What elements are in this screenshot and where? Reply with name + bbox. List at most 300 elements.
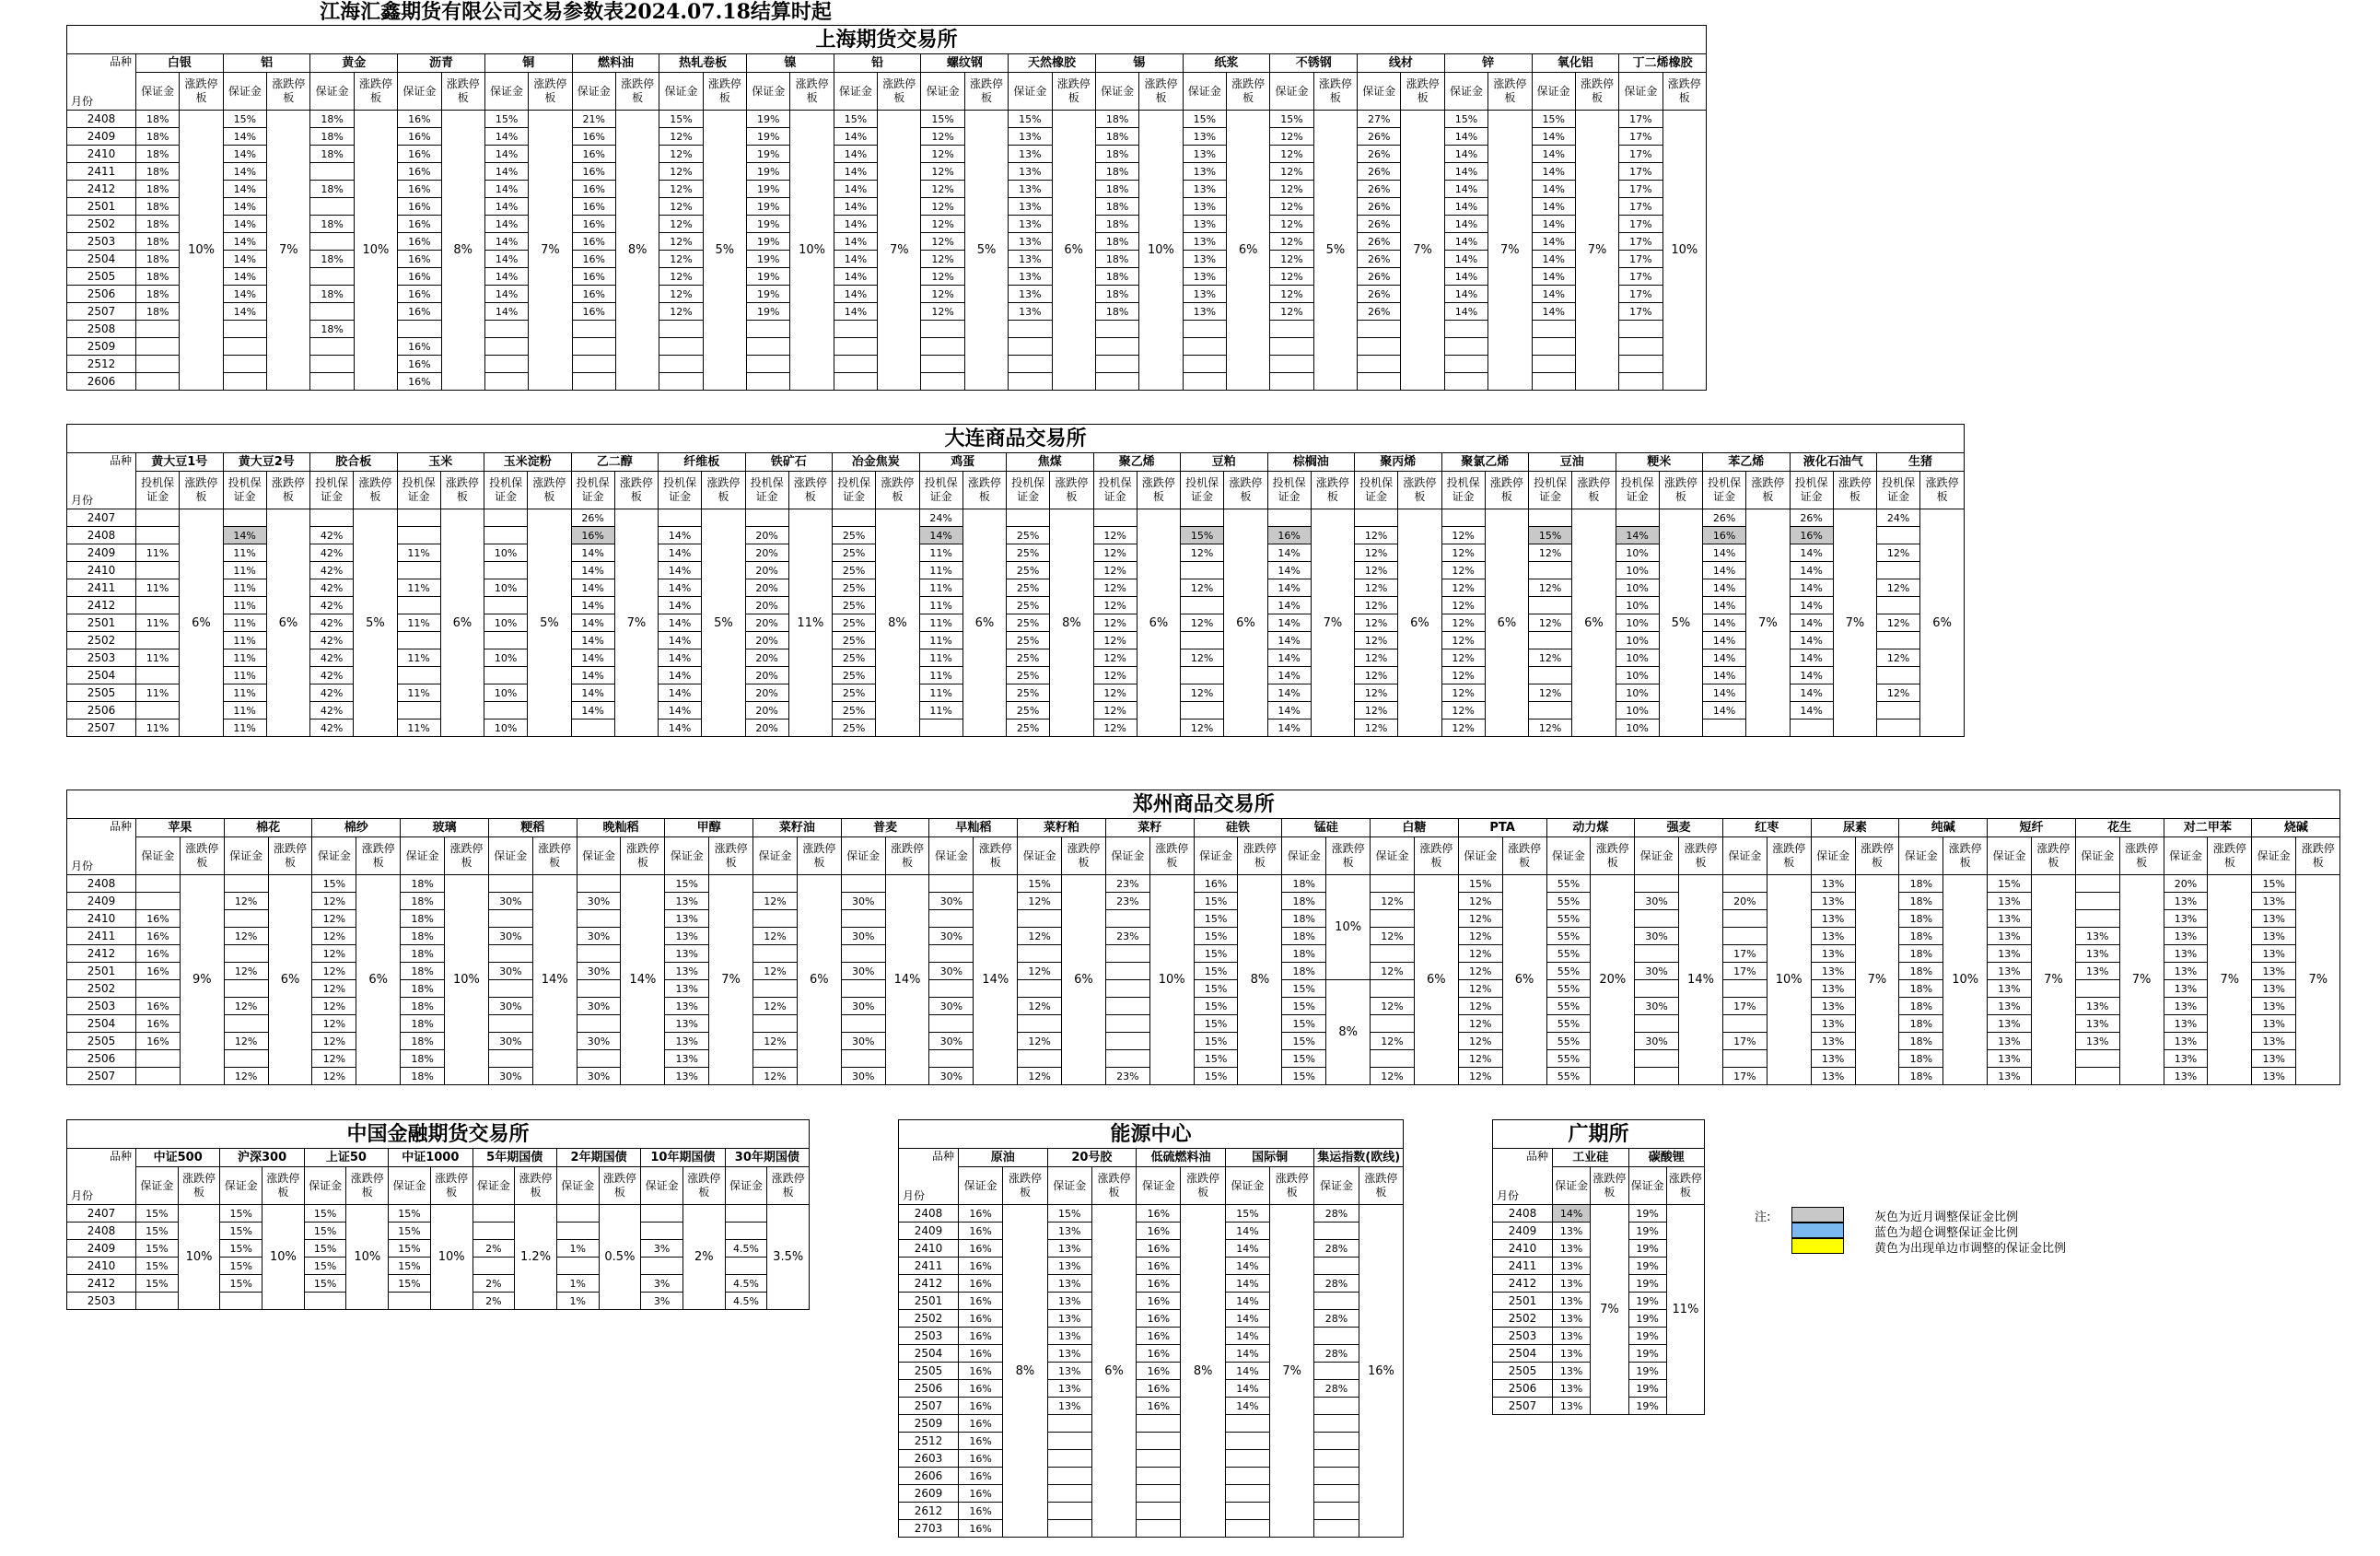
product-name: 中证1000	[389, 1149, 472, 1167]
margin-cell: 15%	[1009, 111, 1052, 128]
limit-header: 涨跌停板	[974, 837, 1018, 875]
margin-cell: 13%	[1047, 1310, 1091, 1328]
limit-header: 涨跌停板	[441, 73, 484, 111]
margin-cell	[725, 1223, 767, 1240]
margin-cell	[1441, 509, 1485, 527]
product-name: 纯碱	[1899, 819, 1988, 837]
margin-cell	[1358, 373, 1401, 391]
margin-cell: 18%	[310, 181, 354, 198]
margin-cell: 13%	[1047, 1275, 1091, 1293]
product-name: 铁矿石	[745, 453, 833, 472]
contract-month: 2410	[67, 146, 136, 163]
margin-cell: 13%	[1988, 980, 2032, 998]
margin-cell	[1047, 1520, 1091, 1538]
margin-cell: 12%	[1355, 667, 1398, 684]
margin-cell: 25%	[1007, 649, 1050, 667]
limit-header: 涨跌停板	[1181, 1167, 1225, 1205]
margin-cell: 12%	[1458, 928, 1502, 945]
margin-cell	[929, 875, 974, 893]
contract-month: 2409	[899, 1223, 959, 1240]
contract-month: 2606	[67, 373, 136, 391]
margin-cell: 16%	[398, 303, 441, 321]
margin-cell: 13%	[1009, 303, 1052, 321]
contract-month: 2505	[899, 1363, 959, 1380]
margin-cell: 18%	[136, 303, 180, 321]
margin-cell: 14%	[223, 527, 266, 544]
margin-cell: 16%	[398, 163, 441, 181]
margin-cell: 13%	[1811, 1050, 1855, 1068]
margin-cell: 18%	[1282, 928, 1326, 945]
margin-cell	[1722, 875, 1767, 893]
margin-cell: 14%	[223, 216, 266, 233]
contract-month: 2506	[67, 702, 136, 720]
limit-cell: 7%	[1833, 509, 1876, 737]
margin-cell: 12%	[1270, 268, 1313, 286]
margin-cell: 14%	[659, 684, 702, 702]
limit-header: 涨跌停板	[1062, 837, 1106, 875]
margin-cell: 13%	[1183, 251, 1226, 268]
margin-cell: 17%	[1619, 111, 1662, 128]
margin-cell: 12%	[921, 216, 964, 233]
margin-cell: 15%	[665, 875, 709, 893]
limit-header: 涨跌停板	[1502, 837, 1546, 875]
margin-cell	[310, 163, 354, 181]
margin-cell: 15%	[304, 1258, 346, 1275]
margin-cell: 12%	[1093, 720, 1137, 737]
margin-cell	[1018, 980, 1062, 998]
margin-cell: 19%	[1628, 1328, 1666, 1345]
margin-cell: 14%	[834, 286, 877, 303]
margin-cell: 13%	[1988, 1050, 2032, 1068]
margin-header: 保证金	[136, 837, 181, 875]
margin-cell: 14%	[1225, 1258, 1269, 1275]
product-name: 集运指数(欧线)	[1314, 1149, 1404, 1167]
margin-cell: 13%	[1988, 910, 2032, 928]
margin-cell: 13%	[1988, 1068, 2032, 1085]
product-name: 菜籽粕	[1018, 819, 1106, 837]
product-name: 燃料油	[572, 54, 659, 73]
margin-cell	[753, 875, 798, 893]
margin-cell: 16%	[398, 373, 441, 391]
contract-month: 2408	[67, 111, 136, 128]
margin-cell: 55%	[1546, 910, 1591, 928]
margin-cell	[1018, 945, 1062, 963]
margin-cell: 16%	[1137, 1380, 1181, 1398]
margin-cell: 20%	[745, 667, 788, 684]
margin-cell: 11%	[136, 579, 180, 597]
margin-cell: 19%	[1628, 1240, 1666, 1258]
table-row	[899, 1363, 1404, 1380]
margin-cell: 18%	[136, 286, 180, 303]
margin-cell: 18%	[1095, 303, 1138, 321]
margin-cell	[747, 338, 790, 356]
table-row	[899, 1520, 1404, 1538]
margin-cell: 55%	[1546, 1050, 1591, 1068]
margin-cell: 14%	[1532, 181, 1575, 198]
margin-cell	[1314, 1450, 1359, 1468]
product-name: 甲醇	[665, 819, 753, 837]
table-row	[899, 1205, 1404, 1223]
margin-cell: 12%	[1877, 579, 1920, 597]
margin-cell: 12%	[1093, 667, 1137, 684]
margin-cell	[1635, 980, 1679, 998]
margin-cell: 16%	[1194, 875, 1238, 893]
product-name: 沥青	[398, 54, 485, 73]
margin-cell: 13%	[1811, 963, 1855, 980]
margin-cell	[1018, 910, 1062, 928]
margin-cell: 11%	[919, 579, 962, 597]
margin-cell: 13%	[1047, 1328, 1091, 1345]
margin-cell: 13%	[2252, 1068, 2296, 1085]
margin-cell	[753, 980, 798, 998]
margin-cell: 14%	[223, 198, 266, 216]
margin-cell: 13%	[665, 893, 709, 910]
margin-cell: 15%	[1225, 1205, 1269, 1223]
margin-cell: 30%	[577, 1068, 621, 1085]
margin-cell: 11%	[223, 667, 266, 684]
margin-cell: 19%	[1628, 1398, 1666, 1415]
variety-month-header	[1493, 1149, 1553, 1205]
margin-cell: 12%	[312, 963, 356, 980]
margin-cell: 28%	[1314, 1345, 1359, 1363]
margin-cell: 10%	[484, 614, 528, 632]
margin-cell: 12%	[1093, 527, 1137, 544]
margin-cell: 14%	[484, 233, 528, 251]
limit-cell: 6%	[1398, 509, 1441, 737]
margin-cell	[747, 356, 790, 373]
margin-cell: 16%	[398, 216, 441, 233]
margin-cell: 14%	[1225, 1363, 1269, 1380]
product-name: 豆油	[1529, 453, 1616, 472]
margin-cell: 11%	[397, 684, 440, 702]
product-name: 棕榈油	[1267, 453, 1355, 472]
limit-header: 涨跌停板	[1855, 837, 1899, 875]
margin-cell: 14%	[223, 233, 266, 251]
margin-cell	[484, 667, 528, 684]
limit-cell: 7%	[1401, 111, 1444, 391]
margin-cell: 11%	[397, 720, 440, 737]
margin-cell: 42%	[310, 527, 354, 544]
margin-cell: 18%	[1095, 198, 1138, 216]
limit-cell: 6%	[1572, 509, 1616, 737]
margin-cell: 12%	[1270, 128, 1313, 146]
margin-cell: 14%	[571, 632, 614, 649]
month-label: 月份	[71, 860, 94, 872]
product-name: 丁二烯橡胶	[1619, 54, 1707, 73]
margin-cell	[556, 1205, 599, 1223]
contract-month: 2411	[899, 1258, 959, 1275]
margin-cell: 55%	[1546, 893, 1591, 910]
margin-cell: 13%	[665, 945, 709, 963]
margin-cell: 10%	[484, 579, 528, 597]
margin-cell	[484, 562, 528, 579]
limit-cell: 6%	[1091, 1205, 1136, 1538]
margin-cell: 25%	[833, 527, 876, 544]
margin-cell	[136, 321, 180, 338]
margin-cell: 12%	[224, 963, 268, 980]
limit-header: 涨跌停板	[180, 472, 223, 509]
margin-cell: 14%	[1267, 579, 1311, 597]
product-name: 氧化铝	[1532, 54, 1619, 73]
margin-cell: 12%	[1458, 910, 1502, 928]
margin-cell: 15%	[1194, 1068, 1238, 1085]
margin-cell: 11%	[919, 562, 962, 579]
margin-cell: 13%	[665, 998, 709, 1015]
limit-header: 涨跌停板	[1666, 1167, 1704, 1205]
margin-cell: 16%	[959, 1310, 1003, 1328]
contract-month: 2507	[67, 720, 136, 737]
product-name: 热轧卷板	[659, 54, 747, 73]
margin-cell: 18%	[401, 963, 445, 980]
margin-cell	[641, 1205, 683, 1223]
margin-cell: 15%	[1458, 875, 1502, 893]
margin-cell: 25%	[833, 720, 876, 737]
limit-header: 涨跌停板	[1139, 73, 1183, 111]
margin-cell: 14%	[834, 303, 877, 321]
margin-cell	[1093, 509, 1137, 527]
margin-cell: 15%	[834, 111, 877, 128]
margin-cell: 17%	[1619, 286, 1662, 303]
margin-cell	[1095, 373, 1138, 391]
table-row	[67, 509, 1965, 527]
margin-header: 保证金	[1225, 1167, 1269, 1205]
margin-cell: 10%	[1616, 632, 1659, 649]
margin-cell	[1225, 1468, 1269, 1485]
margin-header: 保证金	[1358, 73, 1401, 111]
margin-cell	[1183, 356, 1226, 373]
contract-month: 2505	[67, 268, 136, 286]
contract-month: 2504	[1493, 1345, 1553, 1363]
margin-cell	[1105, 1015, 1149, 1033]
margin-cell: 30%	[841, 963, 885, 980]
margin-cell: 13%	[1009, 268, 1052, 286]
limit-header: 涨跌停板	[2119, 837, 2164, 875]
table-row	[899, 1275, 1404, 1293]
margin-cell: 13%	[2252, 1015, 2296, 1033]
margin-cell	[1722, 1015, 1767, 1033]
margin-header: 投机保证金	[1355, 472, 1398, 509]
margin-cell: 13%	[1183, 303, 1226, 321]
margin-cell: 30%	[1635, 928, 1679, 945]
margin-cell	[572, 321, 615, 338]
margin-cell: 10%	[1616, 614, 1659, 632]
margin-cell: 12%	[753, 963, 798, 980]
limit-cell: 10%	[790, 111, 834, 391]
margin-cell: 15%	[220, 1205, 262, 1223]
margin-header: 保证金	[834, 73, 877, 111]
margin-header: 保证金	[401, 837, 445, 875]
margin-cell: 19%	[747, 128, 790, 146]
margin-cell	[2075, 910, 2119, 928]
product-name: 黄金	[310, 54, 398, 73]
margin-cell	[1444, 338, 1488, 356]
margin-cell: 12%	[312, 980, 356, 998]
margin-cell: 13%	[665, 980, 709, 998]
margin-cell: 26%	[1358, 163, 1401, 181]
margin-cell: 12%	[1181, 544, 1224, 562]
limit-cell: 8%	[441, 111, 484, 391]
margin-header: 保证金	[641, 1167, 683, 1205]
margin-cell	[921, 356, 964, 373]
limit-cell: 14%	[532, 875, 577, 1085]
limit-header: 涨跌停板	[876, 472, 919, 509]
limit-header: 涨跌停板	[1746, 472, 1790, 509]
margin-header: 保证金	[1194, 837, 1238, 875]
contract-month: 2409	[67, 1240, 136, 1258]
limit-cell: 3.5%	[767, 1205, 810, 1310]
margin-cell: 4.5%	[725, 1275, 767, 1293]
margin-cell	[1635, 875, 1679, 893]
margin-cell: 19%	[1628, 1310, 1666, 1328]
margin-cell: 15%	[1194, 945, 1238, 963]
margin-cell: 18%	[310, 216, 354, 233]
margin-cell	[224, 945, 268, 963]
product-name: 菜籽油	[753, 819, 842, 837]
margin-cell: 12%	[1181, 579, 1224, 597]
product-name: 螺纹钢	[921, 54, 1009, 73]
variety-label: 品种	[109, 820, 132, 833]
margin-cell	[834, 373, 877, 391]
contract-month: 2501	[1493, 1293, 1553, 1310]
exchange-name: 上海期货交易所	[67, 26, 1707, 54]
margin-cell: 16%	[398, 251, 441, 268]
margin-cell: 18%	[1095, 146, 1138, 163]
contract-month: 2505	[67, 684, 136, 702]
margin-cell: 13%	[1047, 1345, 1091, 1363]
margin-cell	[1225, 1520, 1269, 1538]
margin-cell: 14%	[834, 233, 877, 251]
margin-header: 保证金	[659, 73, 703, 111]
variety-label: 品种	[109, 1150, 132, 1163]
limit-cell: 5%	[1659, 509, 1702, 737]
margin-cell	[484, 702, 528, 720]
limit-cell: 10%	[262, 1205, 305, 1310]
margin-cell: 28%	[1314, 1380, 1359, 1398]
margin-cell: 12%	[1093, 544, 1137, 562]
margin-cell: 12%	[921, 286, 964, 303]
margin-cell	[1444, 321, 1488, 338]
limit-header: 涨跌停板	[445, 837, 489, 875]
margin-header: 保证金	[747, 73, 790, 111]
limit-header: 涨跌停板	[1052, 73, 1095, 111]
product-name: 上证50	[304, 1149, 388, 1167]
limit-cell: 7%	[2119, 875, 2164, 1085]
table-row	[899, 1293, 1404, 1310]
margin-cell: 20%	[745, 614, 788, 632]
margin-cell	[841, 1015, 885, 1033]
margin-cell: 55%	[1546, 875, 1591, 893]
margin-cell: 14%	[1225, 1345, 1269, 1363]
product-name: 5年期国债	[472, 1149, 556, 1167]
margin-cell: 16%	[572, 303, 615, 321]
margin-cell: 13%	[1009, 216, 1052, 233]
margin-cell: 23%	[1105, 893, 1149, 910]
margin-cell: 12%	[659, 251, 703, 268]
margin-cell: 16%	[1267, 527, 1311, 544]
margin-cell	[220, 1293, 262, 1310]
margin-cell	[577, 875, 621, 893]
margin-cell	[1877, 632, 1920, 649]
margin-cell: 12%	[1355, 544, 1398, 562]
contract-month: 2509	[899, 1415, 959, 1433]
margin-cell: 26%	[1358, 268, 1401, 286]
margin-cell: 18%	[1095, 128, 1138, 146]
margin-cell	[1225, 1503, 1269, 1520]
margin-cell: 15%	[389, 1240, 431, 1258]
margin-cell	[484, 527, 528, 544]
margin-cell: 23%	[1105, 875, 1149, 893]
margin-cell	[1009, 321, 1052, 338]
margin-cell	[572, 356, 615, 373]
margin-cell: 13%	[1811, 928, 1855, 945]
margin-cell	[659, 338, 703, 356]
margin-cell: 14%	[1703, 684, 1746, 702]
product-name: 工业硅	[1553, 1149, 1629, 1167]
margin-cell: 16%	[959, 1468, 1003, 1485]
margin-cell	[556, 1258, 599, 1275]
margin-cell: 18%	[1899, 1015, 1943, 1033]
limit-header: 涨跌停板	[962, 472, 1006, 509]
margin-cell: 18%	[1899, 998, 1943, 1015]
limit-header: 涨跌停板	[1224, 472, 1267, 509]
margin-header: 保证金	[1532, 73, 1575, 111]
margin-cell: 13%	[665, 1033, 709, 1050]
margin-header: 保证金	[1546, 837, 1591, 875]
margin-cell	[310, 509, 354, 527]
contract-month: 2503	[1493, 1328, 1553, 1345]
margin-header: 保证金	[1553, 1167, 1591, 1205]
margin-cell: 25%	[1007, 667, 1050, 684]
margin-cell: 14%	[484, 303, 528, 321]
margin-cell: 16%	[572, 216, 615, 233]
product-name: 普麦	[841, 819, 929, 837]
limit-header: 涨跌停板	[1149, 837, 1194, 875]
margin-cell: 30%	[1635, 998, 1679, 1015]
margin-cell: 12%	[1355, 614, 1398, 632]
margin-cell: 12%	[1093, 702, 1137, 720]
margin-cell	[834, 338, 877, 356]
margin-cell: 12%	[1355, 527, 1398, 544]
margin-cell: 14%	[1703, 544, 1746, 562]
margin-cell: 12%	[312, 928, 356, 945]
margin-cell	[472, 1223, 515, 1240]
margin-cell: 14%	[571, 702, 614, 720]
margin-cell	[1314, 1520, 1359, 1538]
margin-cell: 12%	[1529, 614, 1572, 632]
margin-cell: 15%	[1529, 527, 1572, 544]
contract-month: 2504	[67, 667, 136, 684]
margin-cell: 13%	[2164, 963, 2208, 980]
margin-cell: 12%	[659, 268, 703, 286]
margin-cell: 15%	[1282, 1033, 1326, 1050]
margin-cell: 2%	[472, 1293, 515, 1310]
margin-cell	[929, 1050, 974, 1068]
margin-cell: 18%	[1282, 910, 1326, 928]
margin-cell	[1183, 321, 1226, 338]
margin-cell: 11%	[223, 702, 266, 720]
limit-cell: 10%	[445, 875, 489, 1085]
product-name: 液化石油气	[1790, 453, 1877, 472]
margin-cell	[1529, 597, 1572, 614]
margin-cell: 11%	[919, 597, 962, 614]
margin-cell: 12%	[1270, 163, 1313, 181]
exchange-name: 郑州商品交易所	[67, 790, 2340, 819]
margin-cell: 13%	[1047, 1223, 1091, 1240]
margin-cell: 13%	[1988, 928, 2032, 945]
margin-cell: 14%	[1790, 684, 1833, 702]
margin-cell: 13%	[2075, 945, 2119, 963]
margin-cell: 30%	[929, 1068, 974, 1085]
